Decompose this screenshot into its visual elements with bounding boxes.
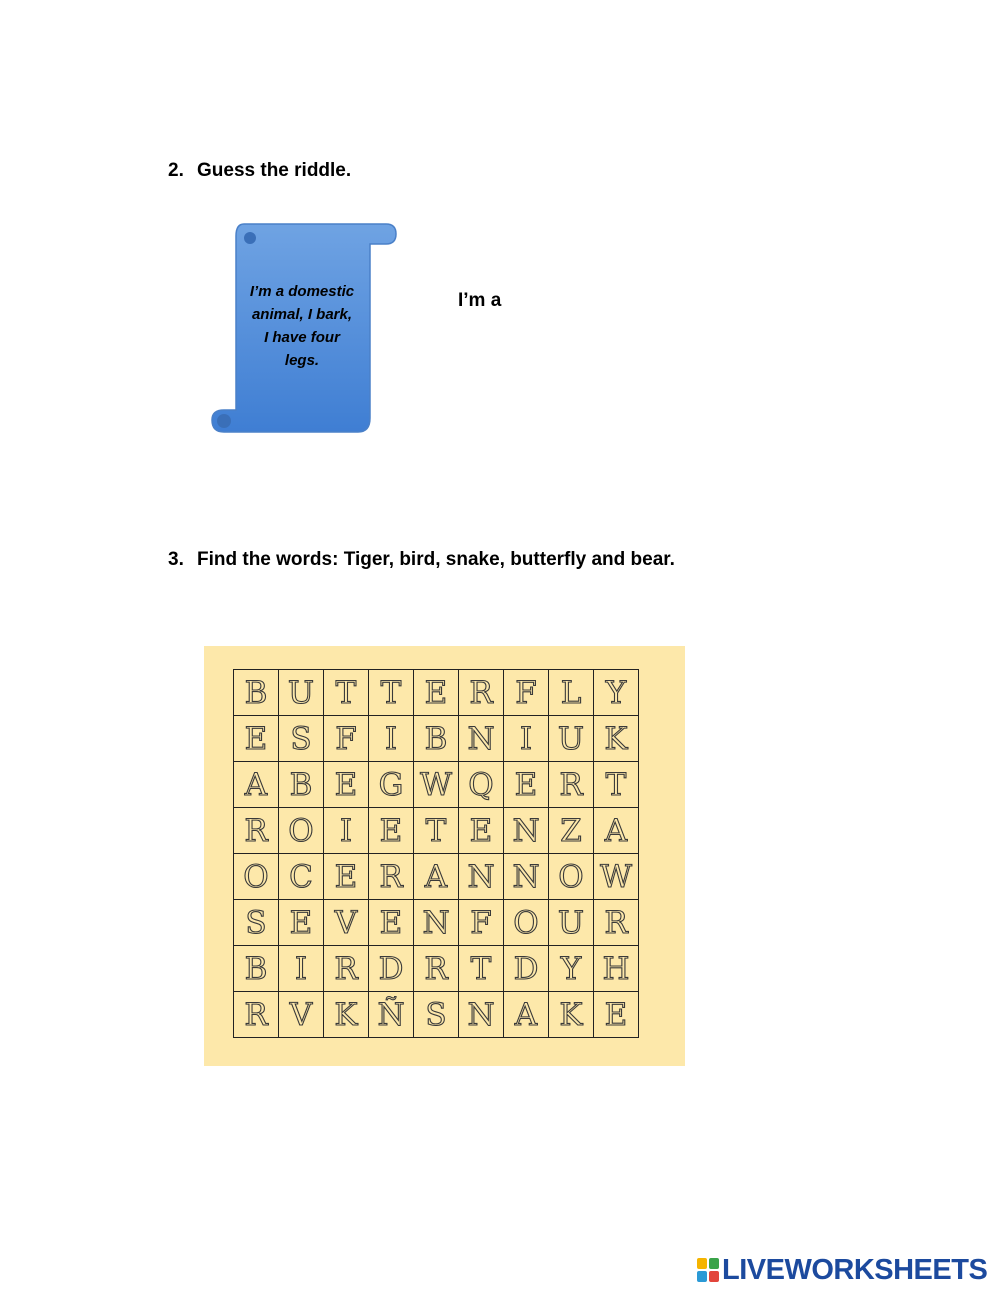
grid-cell[interactable]: E [369, 900, 414, 946]
grid-cell[interactable]: A [414, 854, 459, 900]
grid-cell[interactable]: E [414, 670, 459, 716]
grid-row [234, 900, 639, 946]
grid-row [234, 670, 639, 716]
grid-cell[interactable]: W [594, 854, 639, 900]
grid-cell[interactable]: D [369, 946, 414, 992]
grid-cell[interactable]: S [414, 992, 459, 1038]
grid-cell[interactable]: V [279, 992, 324, 1038]
grid-cell[interactable]: U [549, 900, 594, 946]
logo-blocks-icon [697, 1258, 719, 1282]
grid-cell[interactable]: S [279, 716, 324, 762]
grid-cell[interactable]: N [504, 808, 549, 854]
question-number: 2. [168, 160, 184, 181]
riddle-line: I’m a domestic [249, 283, 355, 300]
grid-cell[interactable]: O [234, 854, 279, 900]
word-search-grid [233, 669, 639, 1038]
grid-row [234, 946, 639, 992]
grid-cell[interactable]: T [324, 670, 369, 716]
riddle-line: I have four [264, 329, 340, 346]
grid-cell[interactable]: Y [594, 670, 639, 716]
grid-cell[interactable]: O [549, 854, 594, 900]
grid-cell[interactable]: E [324, 762, 369, 808]
liveworksheets-logo [697, 1255, 987, 1285]
grid-cell[interactable]: R [594, 900, 639, 946]
riddle-line: animal, I bark, [251, 306, 353, 323]
grid-row [234, 716, 639, 762]
grid-cell[interactable]: E [504, 762, 549, 808]
grid-cell[interactable]: B [414, 716, 459, 762]
grid-cell[interactable]: I [324, 808, 369, 854]
grid-cell[interactable]: B [234, 670, 279, 716]
grid-cell[interactable]: I [504, 716, 549, 762]
grid-cell[interactable]: E [279, 900, 324, 946]
grid-cell[interactable]: F [459, 900, 504, 946]
grid-cell[interactable]: T [594, 762, 639, 808]
grid-cell[interactable]: Q [459, 762, 504, 808]
grid-cell[interactable]: I [279, 946, 324, 992]
question-2-heading [168, 160, 351, 182]
grid-cell[interactable]: R [414, 946, 459, 992]
grid-cell[interactable]: T [369, 670, 414, 716]
answer-prompt: I’m a [458, 290, 502, 311]
question-text: Find the words: Tiger, bird, snake, butterfly and bear. [197, 549, 675, 570]
grid-cell[interactable]: N [459, 992, 504, 1038]
grid-cell[interactable]: L [549, 670, 594, 716]
grid-cell[interactable]: C [279, 854, 324, 900]
question-number: 3. [168, 549, 184, 570]
grid-cell[interactable]: D [504, 946, 549, 992]
grid-cell[interactable]: N [459, 716, 504, 762]
grid-cell[interactable]: F [504, 670, 549, 716]
grid-row [234, 854, 639, 900]
grid-cell[interactable]: N [414, 900, 459, 946]
grid-cell[interactable]: E [234, 716, 279, 762]
grid-cell[interactable]: B [234, 946, 279, 992]
grid-cell[interactable]: A [594, 808, 639, 854]
grid-cell[interactable]: H [594, 946, 639, 992]
riddle-scroll [210, 220, 400, 440]
grid-cell[interactable]: B [279, 762, 324, 808]
grid-cell[interactable]: U [279, 670, 324, 716]
grid-cell[interactable]: R [369, 854, 414, 900]
grid-row [234, 762, 639, 808]
grid-cell[interactable]: O [504, 900, 549, 946]
grid-cell[interactable]: E [324, 854, 369, 900]
grid-row [234, 992, 639, 1038]
logo-text: LIVEWORKSHEETS [722, 1253, 988, 1286]
grid-cell[interactable]: Z [549, 808, 594, 854]
grid-cell[interactable]: I [369, 716, 414, 762]
grid-row [234, 808, 639, 854]
question-3-heading [168, 549, 675, 571]
riddle-line: legs. [284, 352, 320, 369]
grid-cell[interactable]: T [459, 946, 504, 992]
word-search-puzzle [204, 646, 685, 1066]
grid-cell[interactable]: Ñ [369, 992, 414, 1038]
grid-cell[interactable]: V [324, 900, 369, 946]
grid-cell[interactable]: E [459, 808, 504, 854]
grid-cell[interactable]: U [549, 716, 594, 762]
grid-cell[interactable]: S [234, 900, 279, 946]
grid-cell[interactable]: N [459, 854, 504, 900]
grid-cell[interactable]: R [549, 762, 594, 808]
question-text: Guess the riddle. [197, 160, 352, 181]
grid-cell[interactable]: K [594, 716, 639, 762]
grid-cell[interactable]: A [234, 762, 279, 808]
grid-cell[interactable]: O [279, 808, 324, 854]
grid-cell[interactable]: R [459, 670, 504, 716]
grid-cell[interactable]: E [594, 992, 639, 1038]
riddle-text [242, 280, 362, 372]
grid-cell[interactable]: K [324, 992, 369, 1038]
grid-cell[interactable]: N [504, 854, 549, 900]
grid-cell[interactable]: T [414, 808, 459, 854]
grid-cell[interactable]: R [234, 808, 279, 854]
grid-cell[interactable]: G [369, 762, 414, 808]
grid-cell[interactable]: R [234, 992, 279, 1038]
grid-cell[interactable]: W [414, 762, 459, 808]
grid-cell[interactable]: A [504, 992, 549, 1038]
grid-cell[interactable]: K [549, 992, 594, 1038]
grid-cell[interactable]: Y [549, 946, 594, 992]
grid-cell[interactable]: F [324, 716, 369, 762]
grid-cell[interactable]: E [369, 808, 414, 854]
grid-cell[interactable]: R [324, 946, 369, 992]
